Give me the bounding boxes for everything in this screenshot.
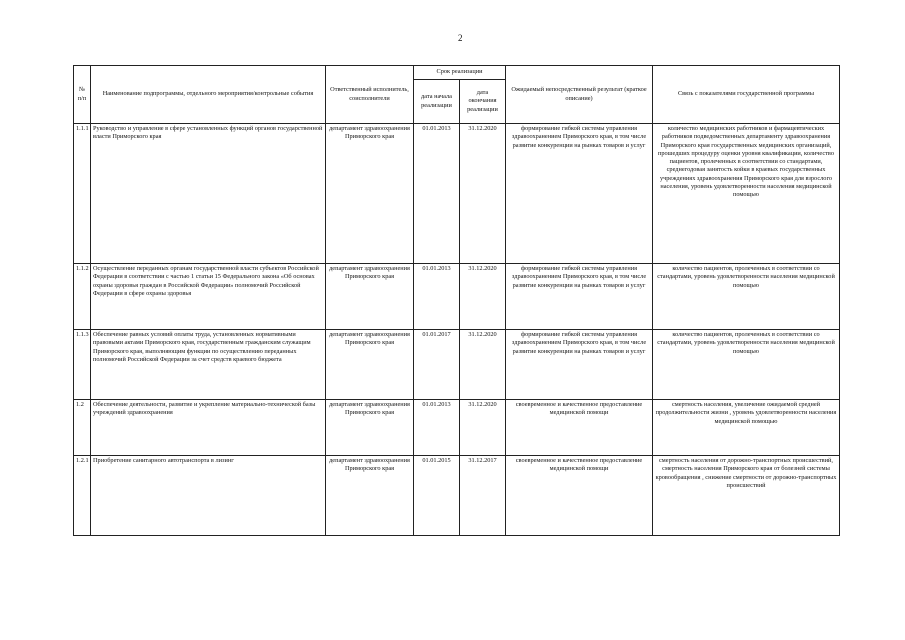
row-num: 1.1.3 xyxy=(74,330,91,400)
row-executor: департамент здравоохранения Приморского края xyxy=(326,264,414,330)
row-result: формирование гибкой системы управления здравоохранением Приморского края, в том числе развитие конкуренции на рынках товаров и услуг xyxy=(506,330,653,400)
col-header-period: Срок реализации xyxy=(414,66,506,80)
row-executor: департамент здравоохранения Приморского края xyxy=(326,400,414,456)
header-row-1 xyxy=(74,66,840,80)
row-name: Приобретение санитарного автотранспорта в лизинг xyxy=(91,456,326,536)
row-link: количество пациентов, пролеченных в соответствии со стандартами, уровень удовлетворенности населения медицинской помощью xyxy=(653,330,840,400)
col-header-name: Наименование подпрограммы, отдельного мероприятия/контрольные события xyxy=(91,66,326,124)
row-start: 01.01.2015 xyxy=(414,456,460,536)
row-link: количество пациентов, пролеченных в соответствии со стандартами, уровень удовлетворенности населения медицинской помощью xyxy=(653,264,840,330)
row-result: своевременное и качественное предоставление медицинской помощи xyxy=(506,400,653,456)
table-row xyxy=(74,400,840,456)
row-result: своевременное и качественное предоставление медицинской помощи xyxy=(506,456,653,536)
page-number: 2 xyxy=(458,33,463,43)
col-header-num: № п/п xyxy=(74,66,91,124)
row-name: Руководство и управление в сфере установленных функций органов государственной власти Приморского края xyxy=(91,124,326,264)
col-header-end: дата окончания реализации xyxy=(460,80,506,124)
row-name: Осуществление переданных органам государственной власти субъектов Российской Федерации в соответствии с частью 1 статьи 15 Федерального закона «Об основах охраны здоровья граждан в Российской Федерации» полномочий Российской Федерации в сфере охраны здоровья xyxy=(91,264,326,330)
col-header-link: Связь с показателями государственной программы xyxy=(653,66,840,124)
row-num: 1.1.2 xyxy=(74,264,91,330)
row-num: 1.2 xyxy=(74,400,91,456)
col-header-executor: Ответственный исполнитель, соисполнители xyxy=(326,66,414,124)
table-row xyxy=(74,330,840,400)
row-end: 31.12.2020 xyxy=(460,330,506,400)
row-executor: департамент здравоохранения Приморского края xyxy=(326,124,414,264)
table-row xyxy=(74,264,840,330)
row-start: 01.01.2017 xyxy=(414,330,460,400)
row-end: 31.12.2020 xyxy=(460,124,506,264)
row-name: Обеспечение равных условий оплаты труда, установленных нормативными правовыми актами Приморского края, государственным гражданским служащим Приморского края, выполняющим функции по осуществлению переданных полномочий Российской Федерации за счет средств краевого бюджета xyxy=(91,330,326,400)
col-header-result: Ожидаемый непосредственный результат (краткое описание) xyxy=(506,66,653,124)
row-num: 1.2.1 xyxy=(74,456,91,536)
program-table xyxy=(73,65,840,536)
row-end: 31.12.2017 xyxy=(460,456,506,536)
col-header-start: дата начала реализации xyxy=(414,80,460,124)
row-result: формирование гибкой системы управления здравоохранением Приморского края, в том числе развитие конкуренции на рынках товаров и услуг xyxy=(506,264,653,330)
table-row xyxy=(74,456,840,536)
row-link: смертность населения от дорожно-транспортных происшествий, смертность населения Приморского края от болезней системы кровообращения , снижение смертности от дорожно-транспортных происшествий xyxy=(653,456,840,536)
row-start: 01.01.2013 xyxy=(414,124,460,264)
row-result: формирование гибкой системы управления здравоохранением Приморского края, в том числе развитие конкуренции на рынках товаров и услуг xyxy=(506,124,653,264)
row-end: 31.12.2020 xyxy=(460,400,506,456)
row-link: смертность населения, увеличение ожидаемой средней продолжительности жизни , уровень удовлетворенности населения медицинской помощью xyxy=(653,400,840,456)
row-executor: департамент здравоохранения Приморского края xyxy=(326,456,414,536)
table-row xyxy=(74,124,840,264)
row-executor: департамент здравоохранения Приморского края xyxy=(326,330,414,400)
row-name: Обеспечение деятельности, развитие и укрепление материально-технической базы учреждений здравоохранения xyxy=(91,400,326,456)
row-start: 01.01.2013 xyxy=(414,264,460,330)
row-link: количество медицинских работников и фармацевтических работников подведомственных департаменту здравоохранения Приморского края государственных медицинских организаций, прошедших процедуру оценки уровня квалификации, количество пациентов, пролеченных в соответствии со стандартами, среднегодовая занятость койки в краевых государственных учреждениях здравоохранения Приморского края для взрослого населения, уровень удовлетворенности населения медицинской помощью xyxy=(653,124,840,264)
row-end: 31.12.2020 xyxy=(460,264,506,330)
row-start: 01.01.2013 xyxy=(414,400,460,456)
row-num: 1.1.1 xyxy=(74,124,91,264)
